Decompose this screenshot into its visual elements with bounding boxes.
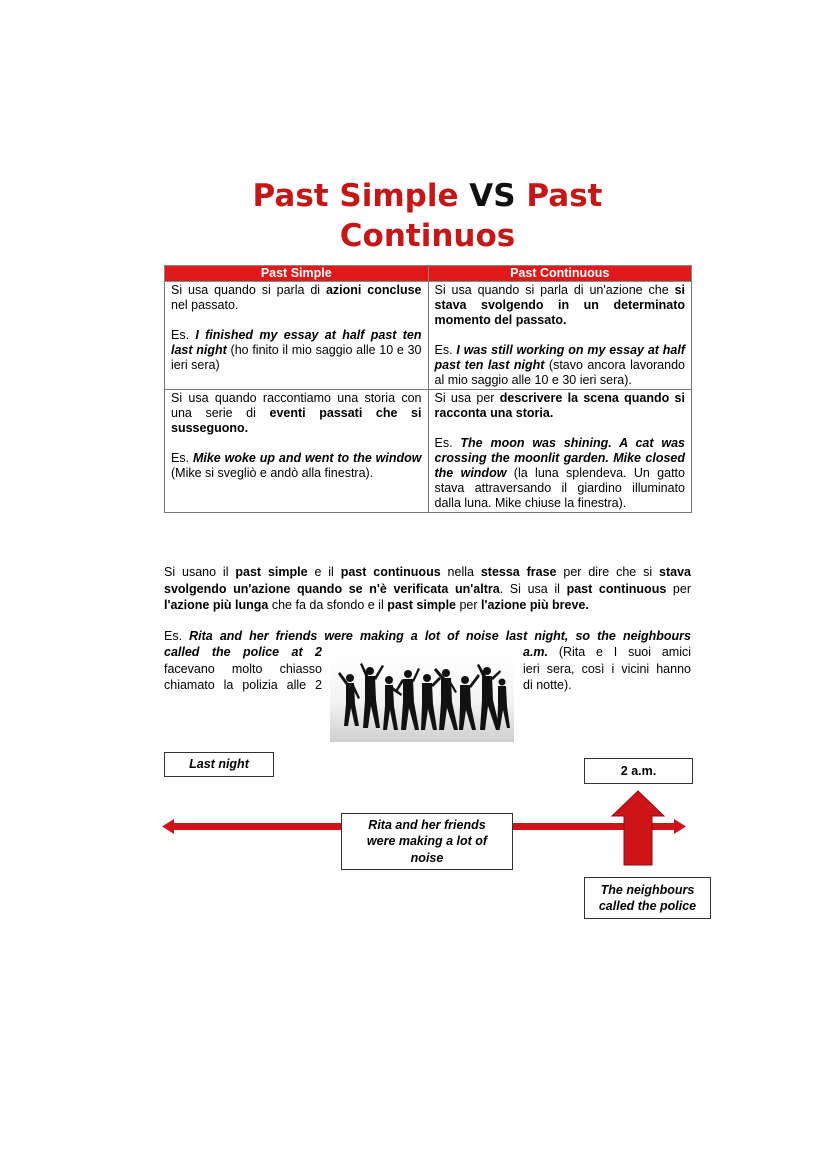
header-past-simple: Past Simple — [165, 266, 429, 282]
dancers-silhouette-image — [330, 656, 514, 742]
table-row — [165, 282, 692, 390]
last-night-label: Last night — [164, 752, 274, 777]
two-am-label: 2 a.m. — [584, 758, 693, 784]
table-row — [165, 390, 692, 513]
neighbours-event-box: The neighbours called the police — [584, 877, 711, 919]
page-title — [164, 176, 691, 256]
middle-event-box: Rita and her friends were making a lot of noise — [341, 813, 513, 870]
timeline-left-arrowhead — [162, 819, 174, 834]
timeline-right-arrowhead — [674, 819, 686, 834]
example-sentence: Es. Rita and her friends were making a lot of noise last night, so the neighbours — [164, 629, 691, 643]
title-vs: VS — [469, 178, 516, 214]
header-past-continuous: Past Continuous — [428, 266, 692, 282]
example-left-column: called the police at 2 facevano molto chiasso chiamato la polizia alle 2 — [164, 645, 322, 692]
cell-past-continuous-usage-1: Si usa quando si parla di un'azione che si stava svolgendo in un determinato momento del passato. Es. I was still working on my essay at half past ten last night (stavo ancora lavorando al mio saggio alle 10 e 30 ieri sera). — [428, 282, 692, 390]
cell-past-continuous-usage-2: Si usa per descrivere la scena quando si racconta una storia. Es. The moon was shining. A cat was crossing the moonlit garden. Mike closed the window (la luna splendeva. Un gatto stava attraversando il giardino illuminato dalla luna. Mike chiuse la finestra). — [428, 390, 692, 513]
cell-past-simple-usage-1: Si usa quando si parla di azioni concluse nel passato. Es. I finished my essay at half past ten last night (ho finito il mio saggio alle 10 e 30 ieri sera) — [165, 282, 429, 390]
title-continuos: Continuos — [339, 218, 516, 254]
cell-past-simple-usage-2: Si usa quando raccontiamo una storia con una serie di eventi passati che si susseguono. Es. Mike woke up and went to the window (Mike si svegliò e andò alla finestra). — [165, 390, 429, 513]
comparison-table — [164, 265, 692, 513]
explanation-paragraph: Si usano il past simple e il past continuous nella stessa frase per dire che si stava svolgendo un'azione quando se n'è verificata un'altra. Si usa il past continuous per l'azione più lunga che fa da sfondo e il past simple per l'azione più breve. — [164, 565, 691, 612]
title-past-simple: Past Simple — [252, 178, 459, 214]
title-past: Past — [526, 178, 603, 214]
example-right-column: a.m. (Rita e I suoi amici ieri sera, così i vicini hanno di notte). — [523, 645, 691, 692]
